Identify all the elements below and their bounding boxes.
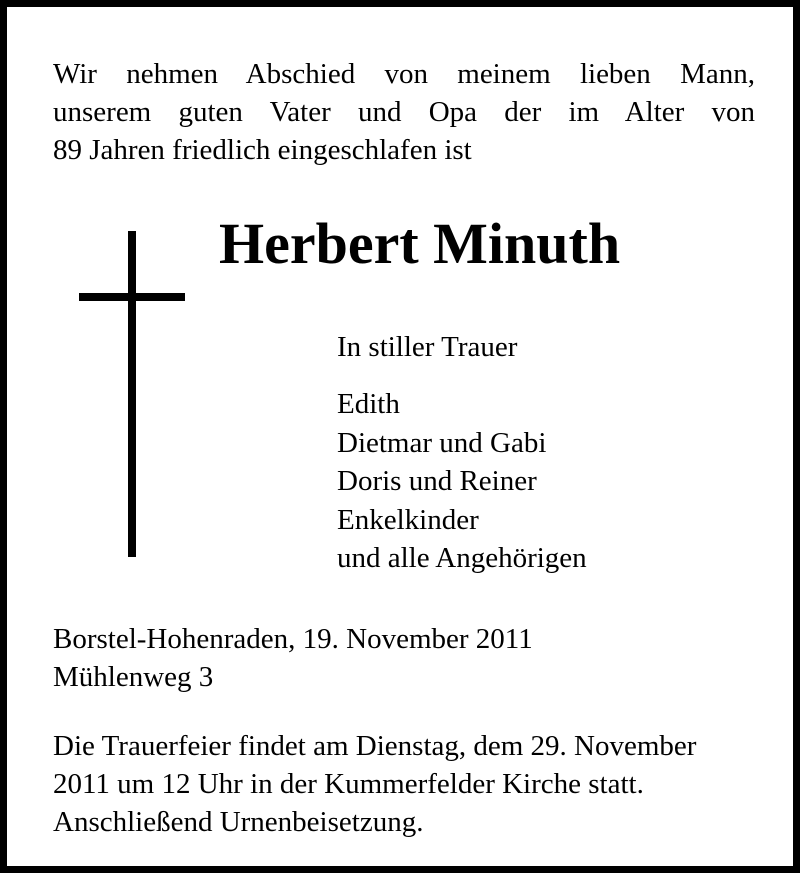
intro-text [53,55,755,169]
ceremony-info [53,727,755,841]
ceremony-line: Anschließend Urnenbeisetzung. [53,806,424,838]
address-line: Mühlenweg 3 [53,661,214,693]
intro-line: unserem guten Vater und Opa der im Alter von [53,96,755,128]
place-date-line: Borstel-Hohenraden, 19. November 2011 [53,623,533,655]
intro-line: Wir nehmen Abschied von meinem lieben Mann, [53,58,755,90]
place-and-date [53,620,533,696]
deceased-name: Herbert Minuth [219,211,621,276]
mourner-name: Dietmar und Gabi [337,426,547,459]
mourners-list [337,385,587,578]
ceremony-line: Die Trauerfeier findet am Dienstag, dem 29. November [53,730,697,762]
mourner-name: Enkelkinder [337,503,479,536]
mourning-heading: In stiller Trauer [337,331,518,363]
mourner-name: Edith [337,388,400,420]
cross-horizontal-bar [79,293,185,301]
mourner-name: Doris und Reiner [337,465,537,497]
intro-line: 89 Jahren friedlich eingeschlafen ist [53,134,472,166]
ceremony-line: 2011 um 12 Uhr in der Kummerfelder Kirche statt. [53,768,644,800]
cross-vertical-bar [128,231,136,557]
mourner-name: und alle Angehörigen [337,542,587,574]
